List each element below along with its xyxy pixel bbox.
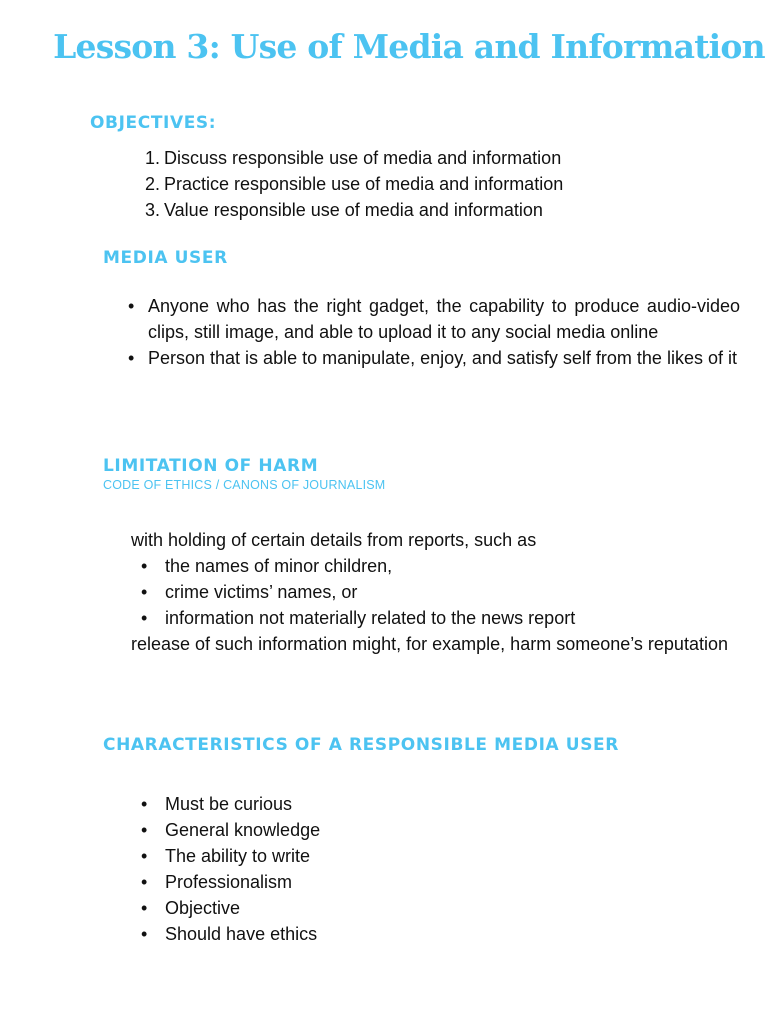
bullet-dot-icon: • xyxy=(141,582,148,602)
objectives-list xyxy=(145,145,563,223)
list-item xyxy=(141,921,320,947)
limitation-subheading: CODE OF ETHICS / CANONS OF JOURNALISM xyxy=(103,478,386,492)
objective-item xyxy=(145,197,563,223)
limitation-heading: LIMITATION OF HARM xyxy=(103,456,319,476)
page-title: Lesson 3: Use of Media and Information xyxy=(53,27,765,66)
objective-text: Value responsible use of media and information xyxy=(164,200,543,220)
objective-item xyxy=(145,171,563,197)
list-item-text: Anyone who has the right gadget, the capability to produce audio-video clips, still image, and able to upload it to any social media online xyxy=(148,296,740,342)
list-item xyxy=(141,553,740,579)
bullet-dot-icon: • xyxy=(141,820,148,840)
limitation-list xyxy=(131,553,740,631)
bullet-dot-icon: • xyxy=(141,846,148,866)
list-item xyxy=(128,293,740,345)
objective-text: Discuss responsible use of media and information xyxy=(164,148,562,168)
list-item xyxy=(141,895,320,921)
list-item-text: Must be curious xyxy=(165,794,293,814)
bullet-dot-icon: • xyxy=(141,608,148,628)
list-item xyxy=(141,817,320,843)
bullet-dot-icon: • xyxy=(141,794,148,814)
limitation-outro: release of such information might, for example, harm someone’s reputation xyxy=(131,634,728,654)
objective-number: 1. xyxy=(145,148,161,168)
list-item xyxy=(141,579,740,605)
list-item-text: crime victims’ names, or xyxy=(165,582,358,602)
list-item xyxy=(128,345,740,371)
bullet-dot-icon: • xyxy=(128,348,135,368)
objective-number: 2. xyxy=(145,174,161,194)
bullet-dot-icon: • xyxy=(141,924,148,944)
list-item xyxy=(141,791,320,817)
list-item-text: The ability to write xyxy=(165,846,311,866)
limitation-body xyxy=(131,527,740,657)
list-item-text: the names of minor children, xyxy=(165,556,393,576)
list-item xyxy=(141,605,740,631)
objective-number: 3. xyxy=(145,200,161,220)
list-item-text: Should have ethics xyxy=(165,924,318,944)
bullet-dot-icon: • xyxy=(128,296,135,316)
characteristics-heading: CHARACTERISTICS OF A RESPONSIBLE MEDIA USER xyxy=(103,735,619,755)
list-item-text: Professionalism xyxy=(165,872,293,892)
list-item xyxy=(141,869,320,895)
objective-item xyxy=(145,145,563,171)
objectives-heading: OBJECTIVES: xyxy=(90,113,217,133)
list-item-text: information not materially related to the news report xyxy=(165,608,576,628)
bullet-dot-icon: • xyxy=(141,872,148,892)
list-item-text: Person that is able to manipulate, enjoy, and satisfy self from the likes of it xyxy=(148,348,737,368)
characteristics-list xyxy=(141,791,320,947)
limitation-intro: with holding of certain details from reports, such as xyxy=(131,530,537,550)
bullet-dot-icon: • xyxy=(141,898,148,918)
list-item xyxy=(141,843,320,869)
media-user-heading: MEDIA USER xyxy=(103,248,228,268)
bullet-dot-icon: • xyxy=(141,556,148,576)
objective-text: Practice responsible use of media and information xyxy=(164,174,564,194)
list-item-text: General knowledge xyxy=(165,820,321,840)
list-item-text: Objective xyxy=(165,898,241,918)
media-user-list xyxy=(128,293,740,371)
